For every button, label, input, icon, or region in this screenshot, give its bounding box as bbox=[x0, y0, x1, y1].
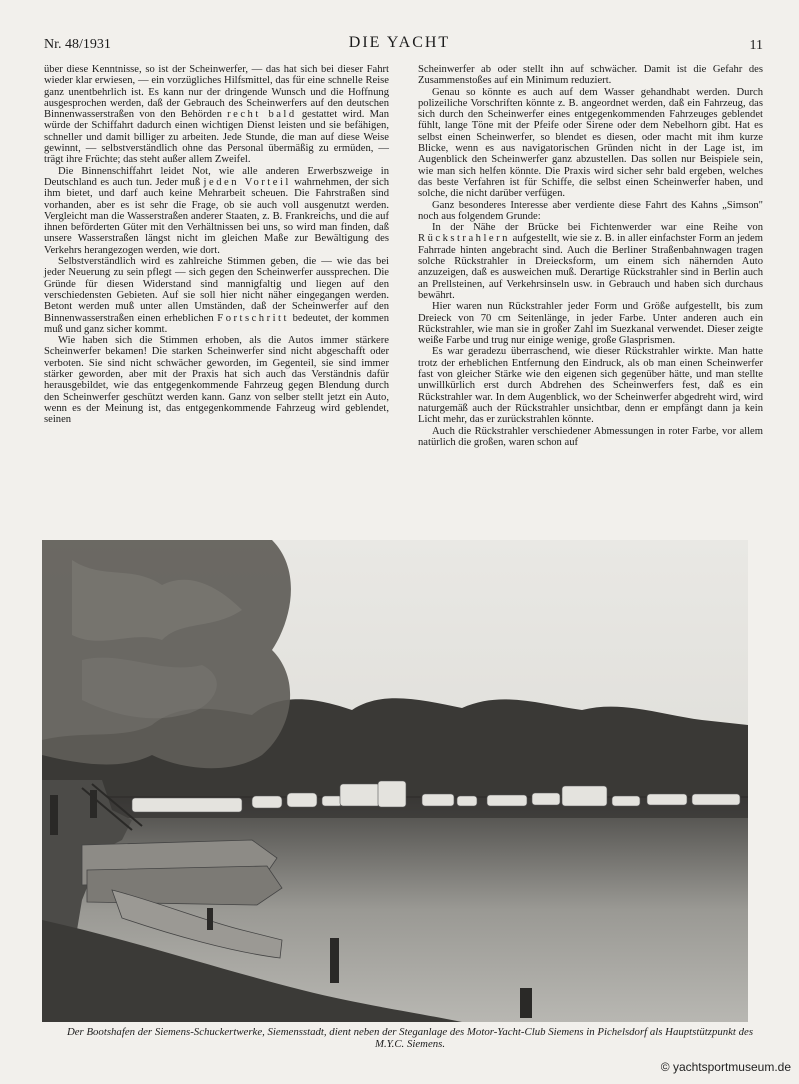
page-number: 11 bbox=[749, 38, 763, 53]
right-text-column bbox=[418, 64, 763, 448]
paragraph: über diese Kenntnisse, so ist der Scheinwerfer, — das hat sich bei dieser Fahrt wieder klar erwiesen, — ein vorzügliches Hilfsmittel, das für eine schnelle Reise ganz unentbehrlich ist. Es kann nur der dringende Wunsch und die Hoffnung ausgesprochen werden, daß der Gebrauch des Scheinwerfers auf den deutschen Binnenwasserstraßen von den Behörden recht bald gestattet wird. Man würde der Schiffahrt dadurch einen wichtigen Dienst leisten und sie befähigen, schneller und damit billiger zu arbeiten. Jede Stunde, die man auf diese Weise gewinnt, — selbstverständlich ohne das Personal übermäßig zu ermüden, — trägt ihre Früchte; das steht außer allem Zweifel. bbox=[44, 64, 389, 166]
paragraph: In der Nähe der Brücke bei Fichtenwerder war eine Reihe von Rückstrahlern aufgestellt, wie sie z. B. in aller einfachster Form an jedem Fahrrade hinten angebracht sind. Auch die Berliner Straßenbahnwagen tragen solche Rückstrahler in Dreiecksform, um einem sich nähernden Auto anzuzeigen, daß es ausweichen muß. Derartige Rückstrahler sind in Berlin auch an Prellsteinen, auf Verkehrsinseln usw. in Gebrauch und haben sich durchaus bewährt. bbox=[418, 222, 764, 301]
harbor-photo bbox=[42, 540, 748, 1022]
page-header bbox=[0, 0, 799, 60]
paragraph: Die Binnenschiffahrt leidet Not, wie alle anderen Erwerbszweige in Deutschland es auch tun. Jeder muß jeden Vorteil wahrnehmen, der sich ihm bietet, und darf auch keine Mehrarbeit scheuen. Die Fahrstraßen sind vorhanden, aber es ist sehr die Frage, ob sie auch voll ausgenutzt werden. Vergleicht man die Wasserstraßen anderer Staaten, z. B. Frankreichs, und die auf ihnen beförderten Güter mit den Verhältnissen bei uns, so wird man finden, daß unsere Wasserstraßen längst nicht im gleichen Maße zur Bewältigung des Verkehrs herangezogen werden, wie dort. bbox=[44, 165, 389, 256]
paragraph: Scheinwerfer ab oder stellt ihn auf schwächer. Damit ist die Gefahr des Zusammenstoßes auf ein Minimum reduziert. bbox=[418, 64, 763, 87]
paragraph: Selbstverständlich wird es zahlreiche Stimmen geben, die — wie das bei jeder Neuerung zu sein pflegt — sich gegen den Scheinwerfer aussprechen. Die Gründe für diesen Widerstand sind mannigfaltig und liegen auf den verschiedensten Gebieten. Auf sie soll hier nicht näher eingegangen werden. Betont werden muß unter allen Umständen, daß der Scheinwerfer auf den Binnenwasserstraßen einen erheblichen Fortschritt bedeutet, der kommen muß und ganz sicher kommt. bbox=[44, 256, 389, 335]
issue-number: Nr. 48/1931 bbox=[44, 37, 111, 52]
paragraph: Auch die Rückstrahler verschiedener Abmessungen in roter Farbe, vor allem natürlich die großen, waren schon auf bbox=[418, 425, 763, 448]
photo-caption: Der Bootshafen der Siemens-Schuckertwerke, Siemensstadt, dient neben der Steganlage des Motor-Yacht-Club Siemens in Pichelsdorf als Hauptstützpunkt des M.Y.C. Siemens. bbox=[66, 1026, 754, 1050]
left-text-column bbox=[44, 64, 389, 426]
paragraph: Genau so könnte es auch auf dem Wasser gehandhabt werden. Durch polizeiliche Vorschriften könnte z. B. angeordnet werden, daß ein Fahrzeug, das sich durch den Scheinwerfer eines entgegenkommenden Fahrzeuges geblendet fühlt, lange Töne mit der Pfeife oder Sirene oder dem Nebelhorn gibt. Hat es selbst einen Scheinwerfer, so blendet es diesen, oder macht mit ihm kurze Blicke, wenn es aus navigatorischen Gründen nicht in der Lage ist, im Augenblick den Scheinwerfer ganz abzustellen. Das sollen nur Beispiele sein, wie man sich helfen könnte. Die Praxis wird sicher sehr bald ergeben, welches das beste Verfahren ist für Schiffe, die selbst einen Scheinwerfer haben, und solche, die nicht darüber verfügen. bbox=[418, 86, 763, 200]
paragraph: Hier waren nun Rückstrahler jeder Form und Größe aufgestellt, bis zum Dreieck von 70 cm Seitenlänge, in jeder Farbe. Unter anderen auch ein Rückstrahler, wie man sie in großer Zahl im Suezkanal verwendet. Dieser zeigte weiße Farbe und trug nur einige wenige, große Glasprismen. bbox=[418, 301, 763, 347]
paragraph: Es war geradezu überraschend, wie dieser Rückstrahler wirkte. Man hatte trotz der erheblichen Entfernung den Eindruck, als ob man einen Scheinwerfer fast von gleicher Stärke wie den eigenen sich gegenüber hätte, und man stellte unwillkürlich erst durch Abdrehen des Scheinwerfers fest, daß es ein Rückstrahler war. In dem Augenblick, wo der Scheinwerfer abgedreht wird, wird naturgemäß auch der Rückstrahler unsichtbar, denn er empfängt dann ja kein Licht mehr, das er zurückstrahlen könnte. bbox=[418, 346, 763, 426]
paragraph: Ganz besonderes Interesse aber verdiente diese Fahrt des Kahns „Simson" noch aus folgendem Grunde: bbox=[418, 199, 763, 222]
watermark: © yachtsportmuseum.de bbox=[660, 1060, 791, 1074]
magazine-title: DIE YACHT bbox=[348, 34, 451, 51]
paragraph: Wie haben sich die Stimmen erhoben, als die Autos immer stärkere Scheinwerfer bekamen! Die starken Scheinwerfer sind nicht abgeschafft oder verboten. Sie sind nicht schwächer geworden, im Gegenteil, sie sind immer stärker geworden, aber mit der Praxis hat sich auch das Verständnis dafür herausgebildet, wie das entgegenkommende Fahrzeug gegen Blendung durch den Scheinwerfer geschützt werden kann. Ganz von selber stellt jetzt ein Auto, wenn es der Meinung ist, das entgegenkommende Fahrzeug wird geblendet, seinen bbox=[44, 335, 389, 426]
